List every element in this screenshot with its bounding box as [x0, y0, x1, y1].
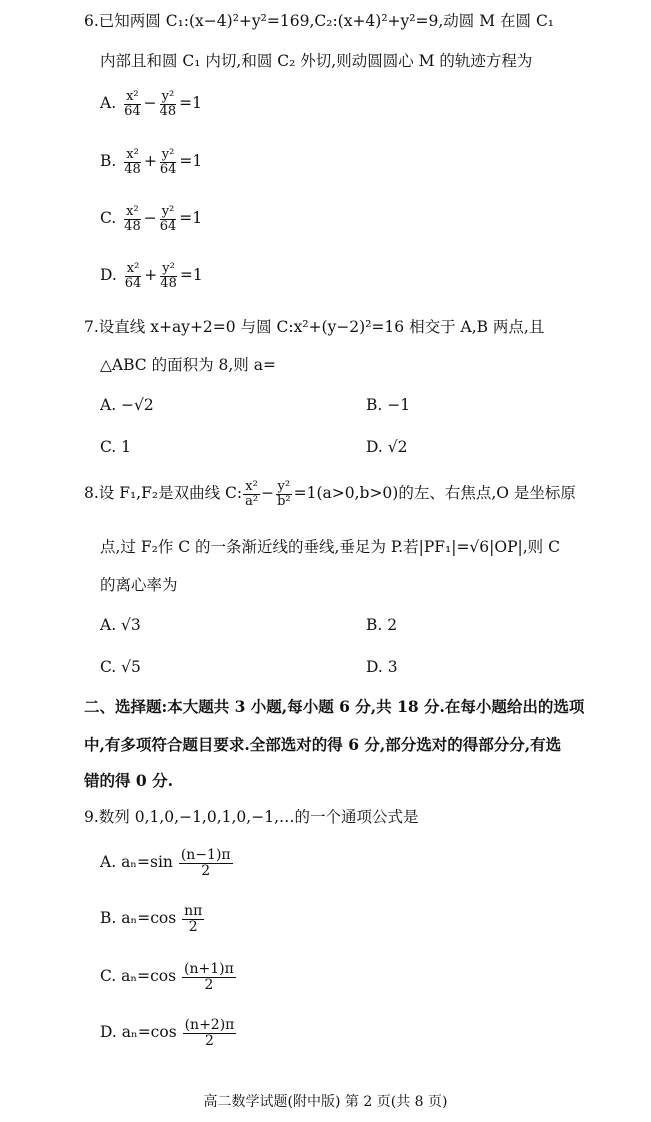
- q9-option-d: D. aₙ=cos $\frac{(n+2)\pi}{2}$: [100, 1017, 235, 1049]
- q9-stem: 9.数列 0,1,0,−1,0,1,0,−1,…的一个通项公式是: [84, 808, 419, 826]
- q7-option-c: C. 1: [100, 438, 132, 456]
- q6-stem-line1: 6.已知两圆 C₁:(x−4)²+y²=169,C₂:(x+4)²+y²=9,动圆 M 在圆 C₁: [84, 12, 555, 30]
- q8-stem-line2: 点,过 F₂作 C 的一条渐近线的垂线,垂足为 P.若|PF₁|=√6|OP|,则 C: [100, 538, 560, 556]
- q7-stem-line1: 7.设直线 x+ay+2=0 与圆 C:x²+(y−2)²=16 相交于 A,B 两点,且: [84, 318, 545, 336]
- q8-option-d: D. 3: [366, 658, 398, 676]
- q9-option-b: B. aₙ=cos $\frac{n\pi}{2}$: [100, 903, 203, 935]
- section2-line3: 错的得 0 分.: [84, 771, 173, 790]
- q7-option-b: B. −1: [366, 396, 411, 414]
- q6-option-c: C. $\frac{\text{x²}}{48}$ − $\frac{\text{y²}}{64}$ =1: [100, 204, 203, 234]
- q8-option-b: B. 2: [366, 616, 398, 634]
- q8-option-a: A. √3: [100, 616, 141, 634]
- page-footer: 高二数学试题(附中版) 第 2 页(共 8 页): [203, 1094, 448, 1110]
- q7-stem-line2: △ABC 的面积为 8,则 a=: [100, 356, 276, 374]
- q9-option-c: C. aₙ=cos $\frac{(n+1)\pi}{2}$: [100, 961, 234, 993]
- section2-line1: 二、选择题:本大题共 3 小题,每小题 6 分,共 18 分.在每小题给出的选项: [84, 697, 585, 716]
- q6-stem-line2: 内部且和圆 C₁ 内切,和圆 C₂ 外切,则动圆圆心 M 的轨迹方程为: [100, 52, 533, 70]
- q8-stem-line3: 的离心率为: [100, 576, 178, 594]
- q6-option-b: B. $\frac{\text{x²}}{48}$ + $\frac{\text{y²}}{64}$ =1: [100, 147, 203, 177]
- q8-option-c: C. √5: [100, 658, 141, 676]
- q9-option-a: A. aₙ=sin $\frac{(n-1)\pi}{2}$: [100, 847, 231, 879]
- q6-option-d: D. $\frac{\text{x²}}{64}$ + $\frac{\text{y²}}{48}$ =1: [100, 261, 203, 291]
- q7-option-d: D. √2: [366, 438, 408, 456]
- q8-stem-line1: 8.设 F₁,F₂是双曲线 C: $\frac{\text{x²}}{\text{a²}}$ − $\frac{\text{y²}}{\text{b²}}$ =1(a>0,b>0)的左、右焦点,O 是坐标原: [84, 479, 576, 509]
- q6-option-a: A. $\frac{\text{x²}}{64}$ − $\frac{\text{y²}}{48}$ =1: [100, 89, 203, 119]
- section2-line2: 中,有多项符合题目要求.全部选对的得 6 分,部分选对的得部分分,有选: [84, 735, 562, 754]
- q7-option-a: A. −√2: [100, 396, 154, 414]
